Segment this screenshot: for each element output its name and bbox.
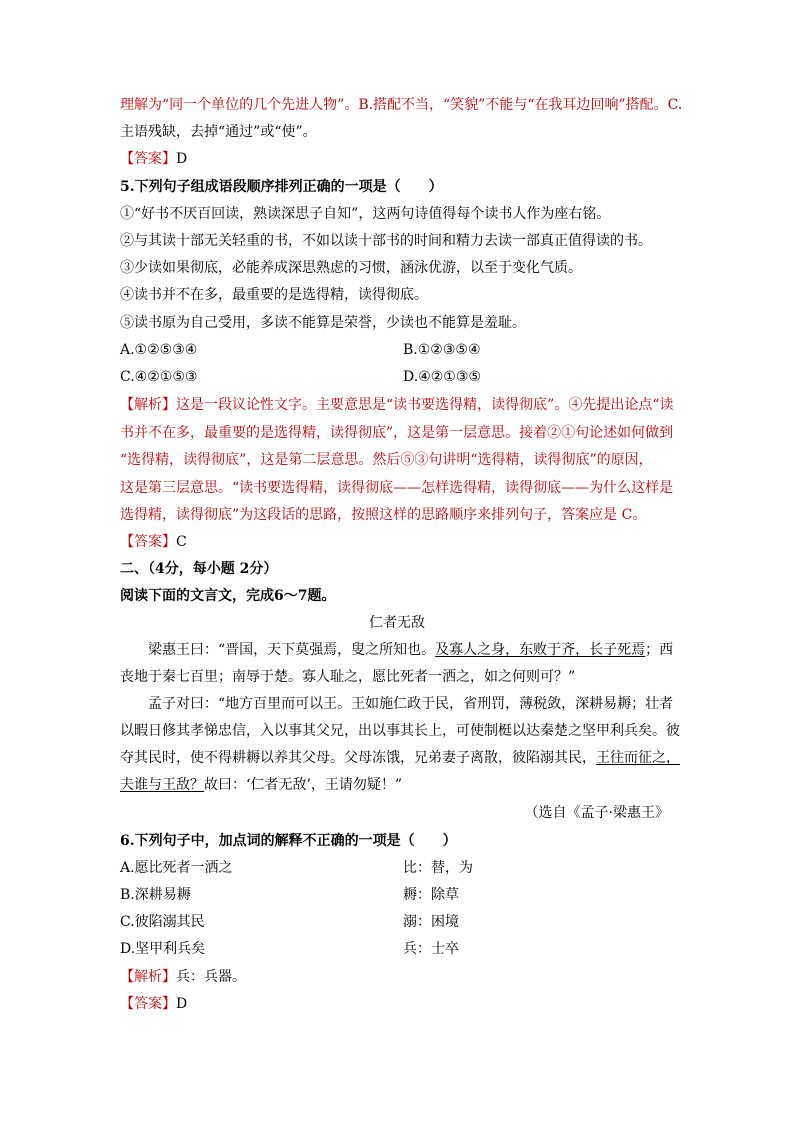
q6-explain-a: 比：替，为 [403,860,473,876]
q5-option-b: B.①②③⑤④ [403,342,481,358]
text: 夺其民时，使不得耕耨以养其父母。父母冻饿，兄弟妻子离散，彼陷溺其民， [120,750,596,766]
section-intro: 阅读下面的文言文，完成6～7题。 [120,588,336,604]
q6-option-c: C.彼陷溺其民 [120,914,205,930]
q5-sentence-5: ⑤读书原为自己受用，多读不能算是荣誉，少读也不能算是羞耻。 [120,315,526,331]
prev-analysis-line-1: 理解为“同一个单位的几个先进人物”。B.搭配不当，“笑貌”不能与“在我耳边回响”搭配。C. [120,97,683,113]
analysis-text: 兵：兵器。 [176,969,246,985]
passage-p2-line-3 [120,750,680,766]
answer-value: D [176,996,188,1012]
q6-analysis [120,969,246,985]
passage-p1-line-1 [148,642,673,658]
answer-tag: 【答案】 [120,534,176,550]
analysis-text: 这是一段议论性文字。主要意思是“读书要选得精，读得彻底”。④先提出论点“读 [176,397,674,413]
text: 梁惠王曰：“晋国，天下莫强焉，叟之所知也。 [148,642,436,658]
q6-option-d: D.坚甲利兵矣 [120,941,206,957]
q6-explain-b: 耨：除草 [403,887,459,903]
passage-p1-line-2: 丧地于秦七百里；南辱于楚。寡人耻之，愿比死者一洒之，如之何则可？” [120,669,576,685]
q5-sentence-4: ④读书并不在多，最重要的是选得精，读得彻底。 [120,287,428,303]
q6-stem: 6.下列句子中，加点词的解释不正确的一项是（ ） [120,833,457,849]
q6-explain-c: 溺：困境 [403,914,459,930]
analysis-tag: 【解析】 [120,397,176,413]
prev-answer [120,151,187,167]
answer-value: C [176,534,187,550]
q6-option-b: B.深耕易耨 [120,887,191,903]
underlined-text: 王往而征之， [596,750,680,766]
q5-sentence-2: ②与其读十部无关轻重的书，不如以读十部书的时间和精力去读一部真正值得读的书。 [120,233,652,249]
q5-analysis-line-5: 选得精，读得彻底”为这段话的思路，按照这样的思路顺序来排列句子，答案应是 C。 [120,507,647,523]
text: 故曰：‘仁者无敌’，王请勿疑！” [204,777,403,793]
section-heading: 二、（4分，每小题 2分） [120,561,278,577]
passage-p2-line-2: 以暇日修其孝悌忠信，入以事其父兄，出以事其长上，可使制梃以达秦楚之坚甲利兵矣。彼 [120,723,680,739]
passage-title: 仁者无敌 [369,615,425,631]
q5-analysis-line-1 [120,397,673,413]
q5-stem: 5.下列句子组成语段顺序排列正确的一项是（ ） [120,179,443,195]
q5-answer [120,534,187,550]
q5-sentence-1: ①“好书不厌百回读，熟读深思子自知”，这两句诗值得每个读书人作为座右铭。 [120,206,611,222]
answer-tag: 【答案】 [120,151,176,167]
passage-p2-line-1: 孟子对曰：“地方百里而可以王。王如施仁政于民，省刑罚，薄税敛，深耕易耨；壮者 [148,696,674,712]
q5-analysis-line-3: “选得精，读得彻底”，这是第二层意思。然后⑤③句讲明“选得精，读得彻底”的原因， [120,452,653,468]
underlined-text: 夫谁与王敌？ [120,777,204,793]
underlined-text: 及寡人之身，东败于齐，长子死焉 [435,642,646,658]
text: ；西 [645,642,674,658]
q5-option-d: D.④②①③⑤ [403,369,481,385]
q6-explain-d: 兵：士卒 [403,941,459,957]
analysis-tag: 【解析】 [120,969,176,985]
q5-sentence-3: ③少读如果彻底，必能养成深思熟虑的习惯，涵泳优游，以至于变化气质。 [120,260,582,276]
passage-source: （选自《孟子·梁惠王》 [524,805,669,821]
q6-answer [120,996,187,1012]
q5-analysis-line-4: 这是第三层意思。“读书要选得精，读得彻底——怎样选得精，读得彻底——为什么这样是 [120,480,674,496]
prev-analysis-line-2: 主语残缺，去掉“通过”或“使”。 [120,124,317,140]
q5-option-a: A.①②⑤③④ [120,342,198,358]
q5-option-c: C.④②①⑤③ [120,369,198,385]
q5-analysis-line-2: 书并不在多，最重要的是选得精，读得彻底”，这是第一层意思。接着②①句论述如何做到 [120,425,674,441]
passage-p2-line-4 [120,777,402,793]
answer-tag: 【答案】 [120,996,176,1012]
answer-value: D [176,151,188,167]
q6-option-a: A.愿比死者一洒之 [120,860,233,876]
